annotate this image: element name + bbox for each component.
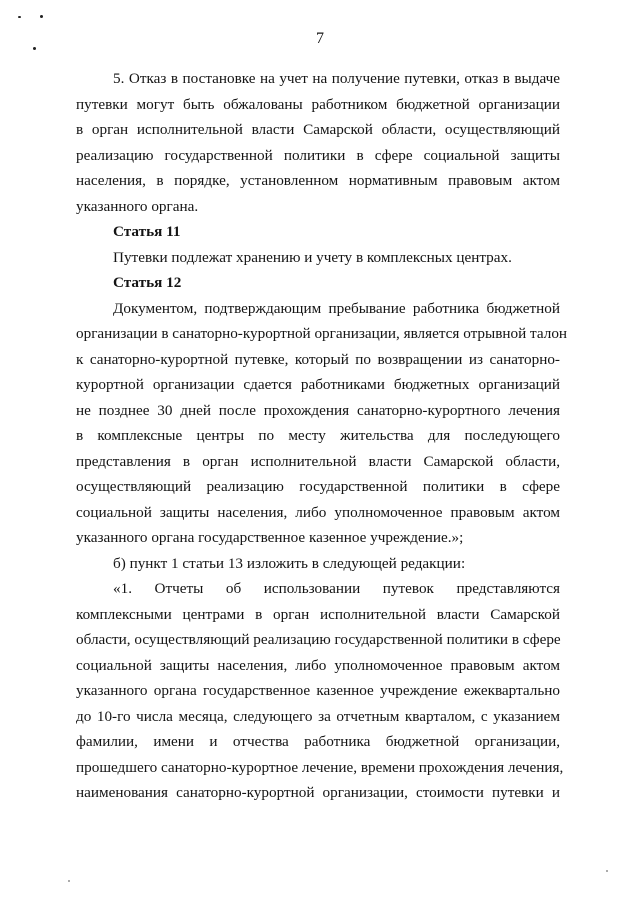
text-line: населения, в порядке, установленном нормативным правовым актом [76,172,560,189]
paragraph [76,551,560,577]
text-line: 5. Отказ в постановке на учет на получение путевки, отказ в выдаче [113,70,560,87]
text-line: осуществляющий реализацию государственной политики в сфере [76,478,560,495]
scan-speck [40,15,43,18]
text-line: фамилии, имени и отчества работника бюджетной организации, [76,733,560,750]
text-line: наименования санаторно-курортной организации, стоимости путевки и [76,784,560,801]
text-line: указанного органа. [76,197,199,215]
paragraph [76,66,560,219]
text-line: «1. Отчеты об использовании путевок представляются [113,580,560,597]
article-heading: Статья 12 [113,274,182,291]
text-line: реализацию государственной политики в сфере социальной защиты [76,146,560,164]
text-line: Путевки подлежат хранению и учету в комплексных центрах. [113,248,512,266]
text-line: путевки могут быть обжалованы работником бюджетной организации [76,95,560,113]
text-line: области, осуществляющий реализацию государственной политики в сфере [76,631,561,648]
paragraph [76,245,560,271]
text-line: организации в санаторно-курортной организации, является отрывной талон [76,325,568,342]
paragraph [76,296,568,551]
scan-speck [68,880,70,882]
scan-speck [33,47,36,50]
text-line: Документом, подтверждающим пребывание работника бюджетной [113,299,560,317]
text-line: комплексными центрами в орган исполнительной власти Самарской [76,605,560,623]
text-line: в комплексные центры по месту жительства для последующего [76,427,560,444]
text-line: б) пункт 1 статьи 13 изложить в следующей редакции: [113,554,466,572]
text-line: указанного органа государственное казенное учреждение ежеквартально [76,682,560,699]
text-line: социальной защиты населения, либо уполномоченное правовым актом [76,503,560,521]
text-line: социальной защиты населения, либо уполномоченное правовым актом [76,656,560,674]
text-line: указанного органа государственное казенное учреждение.»; [76,529,464,546]
article-heading: Статья 11 [113,223,181,240]
text-line: к санаторно-курортной путевке, который по возвращении из санаторно- [76,350,560,368]
text-line: прошедшего санаторно-курортное лечение, времени прохождения лечения, [76,758,564,776]
text-line: не позднее 30 дней после прохождения санаторно-курортного лечения [76,401,560,419]
text-line: представления в орган исполнительной власти Самарской области, [76,452,560,470]
text-line: курортной организации сдается работниками бюджетных организаций [76,376,560,393]
text-line: до 10-го числа месяца, следующего за отчетным кварталом, с указанием [76,707,560,725]
page-number: 7 [316,30,324,47]
text-line: в орган исполнительной власти Самарской области, осуществляющий [76,121,560,138]
document-body [76,66,568,806]
paragraph [76,576,564,806]
scan-speck [606,870,608,872]
scan-speck [18,16,21,18]
